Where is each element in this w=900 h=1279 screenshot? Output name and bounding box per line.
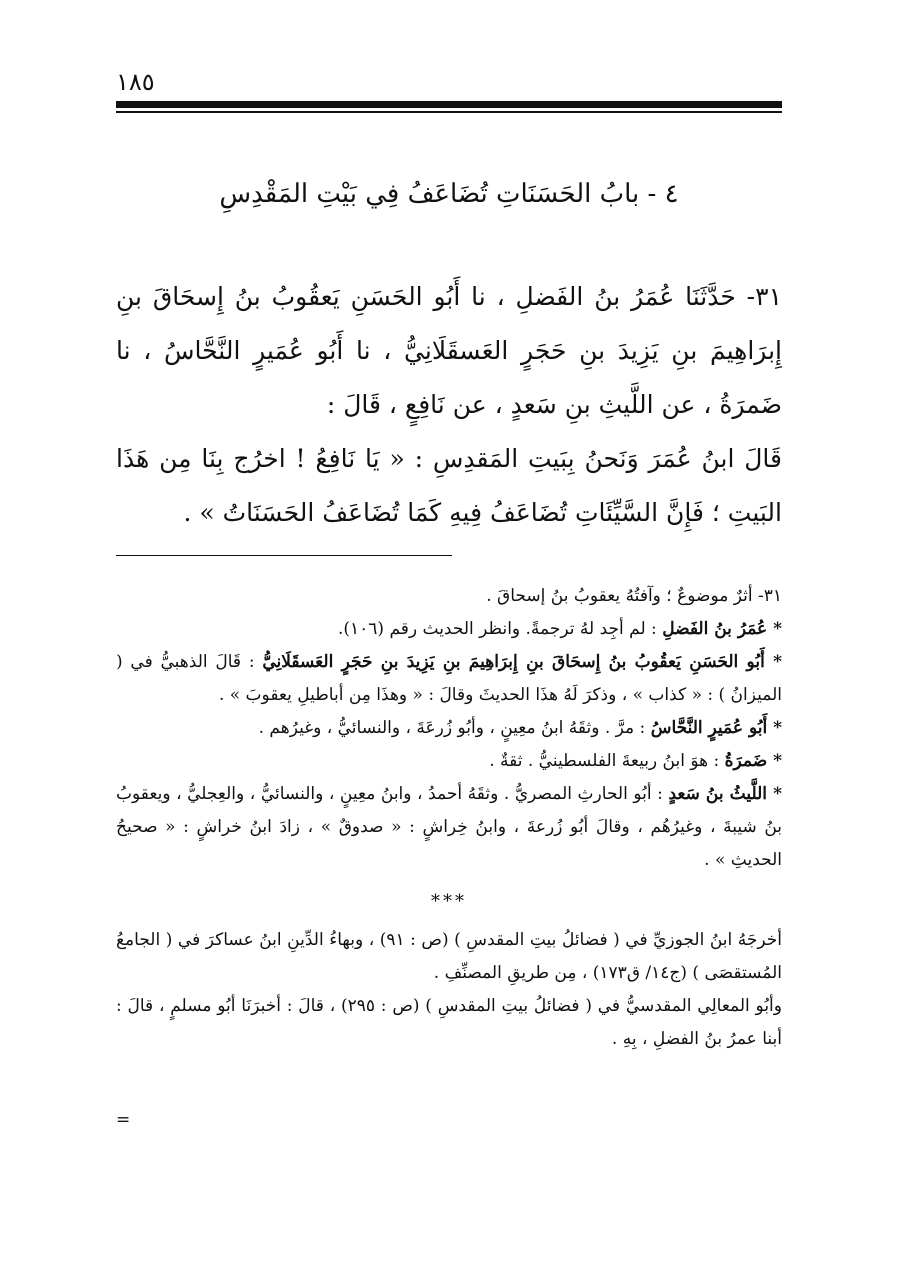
page-number: ١٨٥ (116, 68, 155, 96)
narrator-note: : أبُو الحارثِ المصريُّ . وثقَهُ أحمدُ ، وابنُ معِينٍ ، والنسائيُّ ، والعِجليُّ ، ويعقوبُ بنُ شيبةَ ، وغيرُهُم ، وقالَ أبُو زُرعةَ ، وابنُ خِراشٍ : « صدوقٌ » ، زادَ ابنُ خراشٍ : « صحيحُ الحديثِ » . (116, 784, 782, 870)
hadith-text (116, 270, 782, 540)
stars-separator: *** (431, 891, 467, 912)
header-rule-thick (116, 101, 782, 108)
hadith-matn: قَالَ ابنُ عُمَرَ وَنَحنُ بِبَيتِ المَقدِسِ : « يَا نَافِعُ ! اخرُج بِنَا مِن هَذَا البَيتِ ؛ فَإِنَّ السَّيِّئَاتِ تُضَاعَفُ فِيهِ كَمَا تُضَاعَفُ الحَسَنَاتُ » . (116, 444, 782, 527)
header-rule-thin (116, 111, 782, 113)
footnote-verdict: ٣١- أثرٌ موضوعٌ ؛ وآفتُهُ يعقوبُ بنُ إسحاقَ . (486, 586, 782, 606)
narrator-name: * أَبُو عُمَيرٍ النَّحَّاسُ (650, 718, 782, 738)
hadith-isnad: ٣١- حَدَّثَنَا عُمَرُ بنُ الفَضلِ ، نا أَبُو الحَسَنِ يَعقُوبُ بنُ إِسحَاقَ بنِ إِبرَاهِيمَ بنِ يَزِيدَ بنِ حَجَرٍ العَسقَلَانِيُّ ، نا أَبُو عُمَيرٍ النَّحَّاسُ ، نا ضَمرَةُ ، عن اللَّيثِ بنِ سَعدٍ ، عن نَافِعٍ ، قَالَ : (116, 282, 782, 419)
narrator-name: * أَبُو الحَسَنِ يَعقُوبُ بنُ إِسحَاقَ بنِ إِبرَاهِيمَ بنِ يَزِيدَ بنِ حَجَرٍ العَسقَلَانِيُّ (262, 652, 782, 672)
narrator-name: * اللَّيثُ بنُ سَعدٍ (668, 784, 782, 804)
narrator-note: : لم أجِد لهُ ترجمةً. وانظر الحديث رقم (١٠٦). (337, 619, 663, 639)
footnote-narrator (116, 712, 782, 745)
narrator-name: * عُمَرُ بنُ الفَضلِ (662, 619, 782, 639)
footnote-separator-rule (116, 555, 452, 556)
narrator-note: : قَالَ الذهبيُّ في ( الميزانُ ) : « كذاب » ، وذكرَ لَهُ هذَا الحديثَ وقالَ : « وهذَا مِن أباطيلِ يعقوبَ » . (116, 652, 782, 705)
narrator-name: * ضَمرَةُ (724, 751, 782, 771)
footnotes (116, 580, 782, 1056)
continuation-mark: = (116, 1110, 131, 1130)
takhrij-paragraph: وأبُو المعالِي المقدسيُّ في ( فضائلُ بيتِ المقدسِ ) (ص : ٢٩٥) ، قالَ : أخبرَنَا أبُو مسلمٍ ، قالَ : أبنا عمرُ بنُ الفضلِ ، بِهِ . (116, 996, 782, 1049)
footnote-narrator (116, 646, 782, 712)
narrator-note: : هوَ ابنُ ربيعةَ الفلسطينيُّ . ثقةٌ . (489, 751, 725, 771)
chapter-heading: ٤ - بابُ الحَسَنَاتِ تُضَاعَفُ فِي بَيْتِ المَقْدِسِ (219, 179, 679, 209)
takhrij-paragraph: أخرجَهُ ابنُ الجوزيِّ في ( فضائلُ بيتِ المقدسِ ) (ص : ٩١) ، وبهاءُ الدِّينِ ابنُ عساكرَ في ( الجامعُ المُستقصَى ) (ج١٤/ ق١٧٣) ، مِن طريقِ المصنِّفِ . (116, 930, 783, 983)
footnote-narrator (116, 778, 782, 877)
footnote-narrator (116, 745, 782, 778)
narrator-note: : مرَّ . وثقَهُ ابنُ معِينٍ ، وأبُو زُرعَةَ ، والنسائيُّ ، وغيرُهم . (258, 718, 651, 738)
footnote-narrator (116, 613, 782, 646)
